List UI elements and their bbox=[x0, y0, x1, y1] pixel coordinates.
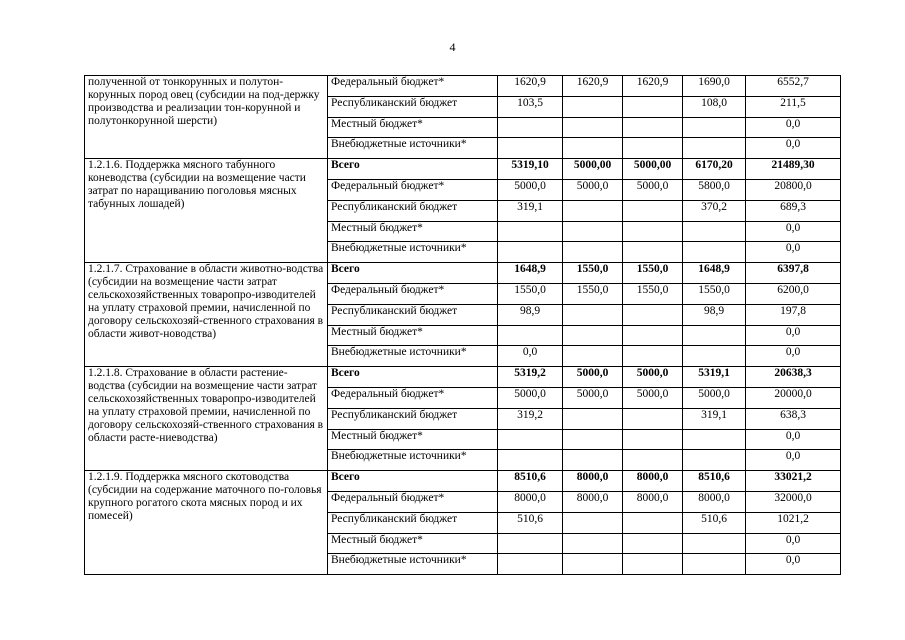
year-2-value: 8000,0 bbox=[563, 491, 623, 512]
year-4-value: 8510,6 bbox=[683, 471, 746, 492]
year-3-value bbox=[623, 408, 683, 429]
year-3-value bbox=[623, 346, 683, 367]
year-2-value bbox=[563, 221, 623, 242]
year-2-value: 8000,0 bbox=[563, 471, 623, 492]
year-2-value bbox=[563, 512, 623, 533]
measure-description: 1.2.1.8. Страхование в области растение-водства (субсидии на возмещение части затрат сельскохозяйственных товаропро-изводителей на уплату страховой премии, начисленной по договору сельскохозяй-ственного страхования в области расте-ниеводства) bbox=[85, 367, 328, 471]
year-3-value bbox=[623, 138, 683, 159]
year-2-value bbox=[563, 533, 623, 554]
table-row bbox=[85, 76, 841, 97]
year-4-value: 5319,1 bbox=[683, 367, 746, 388]
year-4-value bbox=[683, 117, 746, 138]
year-4-value: 108,0 bbox=[683, 96, 746, 117]
total-value: 6397,8 bbox=[746, 263, 841, 284]
year-1-value: 1550,0 bbox=[498, 283, 563, 304]
table-body bbox=[85, 76, 841, 575]
total-value: 638,3 bbox=[746, 408, 841, 429]
year-3-value bbox=[623, 304, 683, 325]
funding-source: Местный бюджет* bbox=[328, 325, 498, 346]
year-1-value bbox=[498, 221, 563, 242]
year-1-value bbox=[498, 138, 563, 159]
year-4-value bbox=[683, 242, 746, 263]
year-4-value: 98,9 bbox=[683, 304, 746, 325]
total-value: 0,0 bbox=[746, 221, 841, 242]
funding-source: Республиканский бюджет bbox=[328, 512, 498, 533]
year-1-value bbox=[498, 450, 563, 471]
year-1-value: 1620,9 bbox=[498, 76, 563, 97]
funding-source: Республиканский бюджет bbox=[328, 408, 498, 429]
total-value: 1021,2 bbox=[746, 512, 841, 533]
year-3-value: 8000,0 bbox=[623, 491, 683, 512]
total-value: 20638,3 bbox=[746, 367, 841, 388]
year-2-value bbox=[563, 96, 623, 117]
year-2-value bbox=[563, 304, 623, 325]
year-4-value bbox=[683, 554, 746, 575]
year-4-value bbox=[683, 221, 746, 242]
measure-description: 1.2.1.6. Поддержка мясного табунного коневодства (субсидии на возмещение части затрат по наращиванию поголовья мясных табунных лошадей) bbox=[85, 159, 328, 263]
funding-source: Республиканский бюджет bbox=[328, 200, 498, 221]
year-3-value bbox=[623, 242, 683, 263]
total-value: 21489,30 bbox=[746, 159, 841, 180]
table-row bbox=[85, 263, 841, 284]
total-value: 197,8 bbox=[746, 304, 841, 325]
year-1-value: 103,5 bbox=[498, 96, 563, 117]
year-2-value bbox=[563, 429, 623, 450]
year-1-value: 0,0 bbox=[498, 346, 563, 367]
year-3-value: 8000,0 bbox=[623, 471, 683, 492]
funding-source: Местный бюджет* bbox=[328, 221, 498, 242]
year-2-value bbox=[563, 200, 623, 221]
year-3-value bbox=[623, 554, 683, 575]
funding-source: Внебюджетные источники* bbox=[328, 554, 498, 575]
year-3-value bbox=[623, 512, 683, 533]
year-3-value: 5000,0 bbox=[623, 367, 683, 388]
year-4-value bbox=[683, 533, 746, 554]
year-4-value: 6170,20 bbox=[683, 159, 746, 180]
year-1-value bbox=[498, 533, 563, 554]
year-2-value bbox=[563, 346, 623, 367]
total-value: 211,5 bbox=[746, 96, 841, 117]
total-value: 6552,7 bbox=[746, 76, 841, 97]
year-3-value bbox=[623, 200, 683, 221]
total-value: 0,0 bbox=[746, 117, 841, 138]
funding-source: Местный бюджет* bbox=[328, 429, 498, 450]
measure-description: 1.2.1.9. Поддержка мясного скотоводства (субсидии на содержание маточного по-головья крупного рогатого скота мясных пород и их помесей) bbox=[85, 471, 328, 575]
year-1-value: 1648,9 bbox=[498, 263, 563, 284]
year-3-value: 5000,0 bbox=[623, 387, 683, 408]
year-3-value: 1550,0 bbox=[623, 283, 683, 304]
year-3-value: 1550,0 bbox=[623, 263, 683, 284]
year-2-value bbox=[563, 554, 623, 575]
year-2-value: 5000,00 bbox=[563, 159, 623, 180]
total-value: 20000,0 bbox=[746, 387, 841, 408]
year-2-value bbox=[563, 117, 623, 138]
funding-source: Федеральный бюджет* bbox=[328, 283, 498, 304]
funding-source: Местный бюджет* bbox=[328, 533, 498, 554]
page-number: 4 bbox=[449, 40, 456, 54]
year-3-value: 1620,9 bbox=[623, 76, 683, 97]
funding-source: Федеральный бюджет* bbox=[328, 387, 498, 408]
funding-source: Внебюджетные источники* bbox=[328, 346, 498, 367]
total-value: 6200,0 bbox=[746, 283, 841, 304]
year-2-value: 1550,0 bbox=[563, 263, 623, 284]
year-3-value bbox=[623, 325, 683, 346]
year-3-value: 5000,0 bbox=[623, 179, 683, 200]
funding-source: Всего bbox=[328, 263, 498, 284]
total-value: 20800,0 bbox=[746, 179, 841, 200]
year-1-value: 510,6 bbox=[498, 512, 563, 533]
funding-source: Всего bbox=[328, 367, 498, 388]
year-4-value: 5800,0 bbox=[683, 179, 746, 200]
year-2-value bbox=[563, 242, 623, 263]
year-3-value bbox=[623, 533, 683, 554]
total-value: 0,0 bbox=[746, 554, 841, 575]
year-2-value bbox=[563, 325, 623, 346]
total-value: 0,0 bbox=[746, 325, 841, 346]
total-value: 0,0 bbox=[746, 450, 841, 471]
year-2-value: 5000,0 bbox=[563, 367, 623, 388]
funding-source: Федеральный бюджет* bbox=[328, 179, 498, 200]
funding-source: Внебюджетные источники* bbox=[328, 242, 498, 263]
measure-description: полученной от тонкорунных и полутон-корунных пород овец (субсидии на под-держку производства и реализации тон-корунной и полутонкорунной шерсти) bbox=[85, 76, 328, 159]
year-1-value: 8510,6 bbox=[498, 471, 563, 492]
year-1-value: 5000,0 bbox=[498, 387, 563, 408]
funding-source: Всего bbox=[328, 471, 498, 492]
funding-source: Внебюджетные источники* bbox=[328, 138, 498, 159]
funding-source: Республиканский бюджет bbox=[328, 96, 498, 117]
year-4-value bbox=[683, 325, 746, 346]
year-4-value: 1648,9 bbox=[683, 263, 746, 284]
year-4-value bbox=[683, 346, 746, 367]
year-3-value bbox=[623, 450, 683, 471]
year-1-value bbox=[498, 554, 563, 575]
year-4-value: 1690,0 bbox=[683, 76, 746, 97]
measure-description: 1.2.1.7. Страхование в области животно-водства (субсидии на возмещение части затрат сельскохозяйственных товаропро-изводителей на уплату страховой премии, начисленной по договору сельскохозяй-ственного страхования в области живот-новодства) bbox=[85, 263, 328, 367]
funding-source: Всего bbox=[328, 159, 498, 180]
total-value: 32000,0 bbox=[746, 491, 841, 512]
year-4-value bbox=[683, 450, 746, 471]
year-1-value bbox=[498, 429, 563, 450]
year-2-value: 5000,0 bbox=[563, 179, 623, 200]
year-1-value bbox=[498, 117, 563, 138]
funding-source: Федеральный бюджет* bbox=[328, 491, 498, 512]
table-row bbox=[85, 159, 841, 180]
total-value: 0,0 bbox=[746, 429, 841, 450]
year-1-value: 8000,0 bbox=[498, 491, 563, 512]
year-1-value bbox=[498, 242, 563, 263]
table-row bbox=[85, 471, 841, 492]
year-1-value: 5319,10 bbox=[498, 159, 563, 180]
year-2-value: 1550,0 bbox=[563, 283, 623, 304]
funding-source: Местный бюджет* bbox=[328, 117, 498, 138]
year-2-value: 5000,0 bbox=[563, 387, 623, 408]
funding-source: Республиканский бюджет bbox=[328, 304, 498, 325]
table-row bbox=[85, 367, 841, 388]
year-1-value: 5319,2 bbox=[498, 367, 563, 388]
year-3-value bbox=[623, 429, 683, 450]
funding-source: Федеральный бюджет* bbox=[328, 76, 498, 97]
year-1-value: 319,1 bbox=[498, 200, 563, 221]
year-2-value bbox=[563, 450, 623, 471]
year-1-value bbox=[498, 325, 563, 346]
total-value: 0,0 bbox=[746, 242, 841, 263]
year-4-value bbox=[683, 138, 746, 159]
year-1-value: 319,2 bbox=[498, 408, 563, 429]
year-3-value bbox=[623, 117, 683, 138]
total-value: 33021,2 bbox=[746, 471, 841, 492]
year-2-value bbox=[563, 138, 623, 159]
total-value: 0,0 bbox=[746, 346, 841, 367]
year-2-value bbox=[563, 408, 623, 429]
total-value: 689,3 bbox=[746, 200, 841, 221]
year-4-value: 5000,0 bbox=[683, 387, 746, 408]
year-4-value bbox=[683, 429, 746, 450]
year-3-value bbox=[623, 96, 683, 117]
total-value: 0,0 bbox=[746, 533, 841, 554]
year-1-value: 98,9 bbox=[498, 304, 563, 325]
funding-source: Внебюджетные источники* bbox=[328, 450, 498, 471]
year-4-value: 319,1 bbox=[683, 408, 746, 429]
year-3-value bbox=[623, 221, 683, 242]
year-2-value: 1620,9 bbox=[563, 76, 623, 97]
year-3-value: 5000,00 bbox=[623, 159, 683, 180]
year-1-value: 5000,0 bbox=[498, 179, 563, 200]
budget-table bbox=[84, 75, 841, 575]
total-value: 0,0 bbox=[746, 138, 841, 159]
year-4-value: 8000,0 bbox=[683, 491, 746, 512]
year-4-value: 510,6 bbox=[683, 512, 746, 533]
year-4-value: 370,2 bbox=[683, 200, 746, 221]
year-4-value: 1550,0 bbox=[683, 283, 746, 304]
